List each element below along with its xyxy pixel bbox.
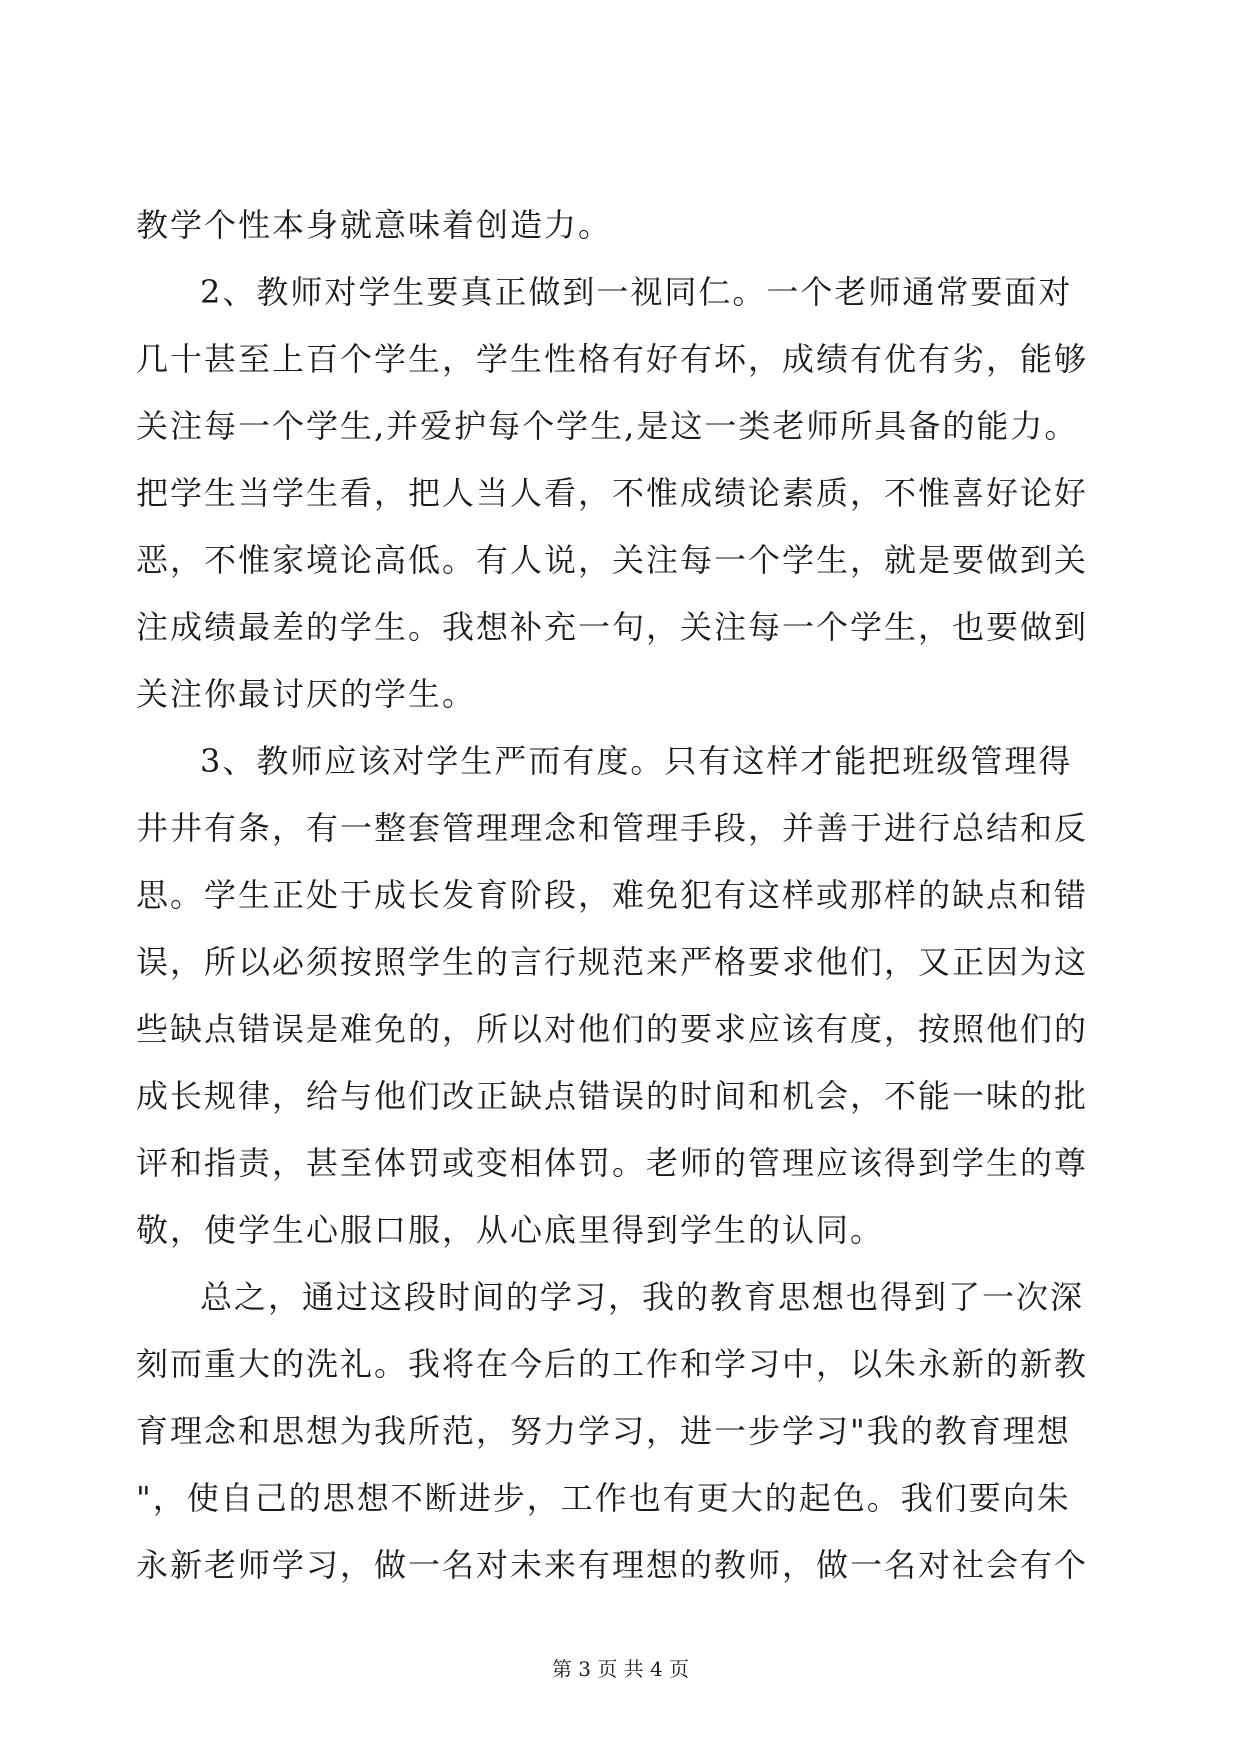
- text-line: 育理念和思想为我所范，努力学习，进一步学习"我的教育理想: [136, 1412, 1071, 1450]
- text-line: 些缺点错误是难免的，所以对他们的要求应该有度，按照他们的: [136, 1010, 1089, 1048]
- text-line: 成长规律，给与他们改正缺点错误的时间和机会，不能一味的批: [136, 1077, 1089, 1115]
- text-line: 思。学生正处于成长发育阶段，难免犯有这样或那样的缺点和错: [136, 876, 1089, 914]
- text-line: 注成绩最差的学生。我想补充一句，关注每一个学生，也要做到: [136, 608, 1089, 646]
- text-line: "，使自己的思想不断进步，工作也有更大的起色。我们要向朱: [136, 1479, 1071, 1517]
- page-number-footer: 第 3 页 共 4 页: [551, 1657, 690, 1681]
- text-line: 关注你最讨厌的学生。: [136, 675, 477, 713]
- text-line: 刻而重大的洗礼。我将在今后的工作和学习中，以朱永新的新教: [136, 1345, 1089, 1383]
- text-line: 评和指责，甚至体罚或变相体罚。老师的管理应该得到学生的尊: [136, 1144, 1089, 1182]
- text-line: 3、教师应该对学生严而有度。只有这样才能把班级管理得: [200, 742, 1073, 780]
- text-line: 2、教师对学生要真正做到一视同仁。一个老师通常要面对: [200, 273, 1073, 311]
- text-line: 敬，使学生心服口服，从心底里得到学生的认同。: [136, 1211, 885, 1249]
- text-line: 关注每一个学生,并爱护每个学生,是这一类老师所具备的能力。: [136, 407, 1079, 445]
- text-line: 总之，通过这段时间的学习，我的教育思想也得到了一次深: [200, 1278, 1085, 1316]
- text-line: 恶，不惟家境论高低。有人说，关注每一个学生，就是要做到关: [136, 541, 1089, 579]
- text-line: 几十甚至上百个学生，学生性格有好有坏，成绩有优有劣，能够: [136, 340, 1089, 378]
- text-line: 井井有条，有一整套管理理念和管理手段，并善于进行总结和反: [136, 809, 1089, 847]
- text-line: 把学生当学生看，把人当人看，不惟成绩论素质，不惟喜好论好: [136, 474, 1089, 512]
- text-line: 教学个性本身就意味着创造力。: [136, 206, 613, 244]
- text-line: 永新老师学习，做一名对未来有理想的教师，做一名对社会有个: [136, 1546, 1089, 1584]
- text-line: 误，所以必须按照学生的言行规范来严格要求他们，又正因为这: [136, 943, 1089, 981]
